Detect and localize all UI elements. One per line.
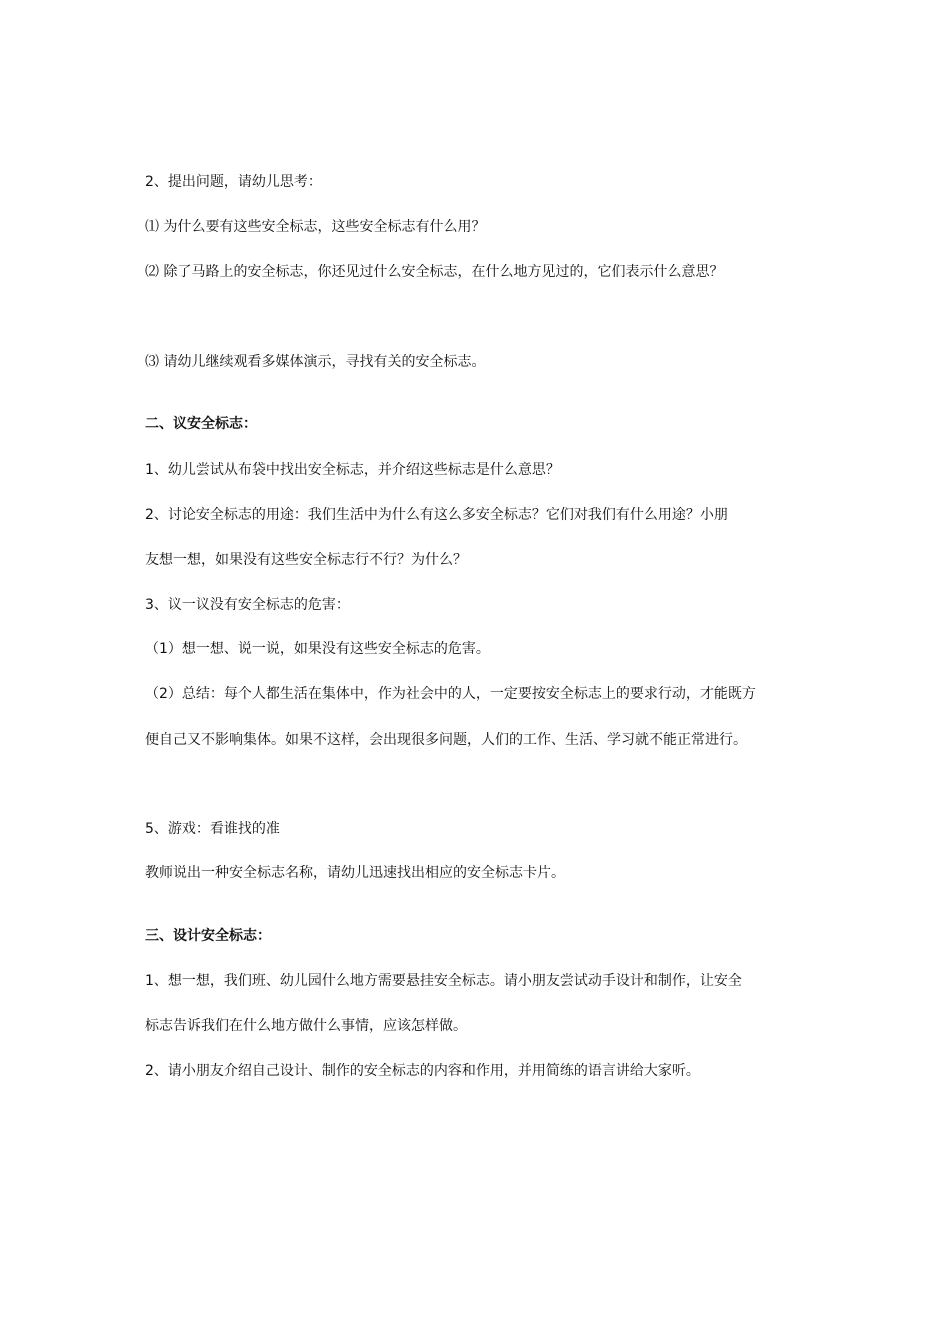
section-2-item-3-sub-2: （2）总结：每个人都生活在集体中，作为社会中的人，一定要按安全标志上的要求行动，才能既方 [145, 686, 756, 702]
step-5-game-description: 教师说出一种安全标志名称，请幼儿迅速找出相应的安全标志卡片。 [145, 865, 565, 881]
question-2: ⑵ 除了马路上的安全标志，你还见过什么安全标志，在什么地方见过的，它们表示什么意思？ [145, 264, 724, 280]
section-2-item-2-cont: 友想一想，如果没有这些安全标志行不行？为什么？ [145, 552, 467, 568]
section-2-item-3: 3、议一议没有安全标志的危害： [145, 597, 350, 613]
section-3-item-1: 1、想一想，我们班、幼儿园什么地方需要悬挂安全标志。请小朋友尝试动手设计和制作，让安全 [145, 973, 742, 989]
question-3: ⑶ 请幼儿继续观看多媒体演示，寻找有关的安全标志。 [145, 354, 486, 370]
step-5-game: 5、游戏：看谁找的准 [145, 821, 280, 837]
section-2-item-3-sub-2-cont: 便自己又不影响集体。如果不这样，会出现很多问题，人们的工作、生活、学习就不能正常进行。 [145, 732, 747, 748]
section-2-heading: 二、议安全标志： [145, 416, 257, 432]
question-1: ⑴ 为什么要有这些安全标志，这些安全标志有什么用？ [145, 219, 486, 235]
section-2-item-3-sub-1: （1）想一想、说一说，如果没有这些安全标志的危害。 [145, 641, 490, 657]
section-3-item-1-cont: 标志告诉我们在什么地方做什么事情，应该怎样做。 [145, 1018, 467, 1034]
section-2-item-2: 2、讨论安全标志的用途：我们生活中为什么有这么多安全标志？它们对我们有什么用途？小朋 [145, 507, 728, 523]
section-3-item-2: 2、请小朋友介绍自己设计、制作的安全标志的内容和作用，并用简练的语言讲给大家听。 [145, 1063, 700, 1079]
step-2-ask-questions: 2、提出问题，请幼儿思考： [145, 174, 322, 190]
section-3-heading: 三、设计安全标志： [145, 928, 271, 944]
section-2-item-1: 1、幼儿尝试从布袋中找出安全标志，并介绍这些标志是什么意思？ [145, 462, 560, 478]
